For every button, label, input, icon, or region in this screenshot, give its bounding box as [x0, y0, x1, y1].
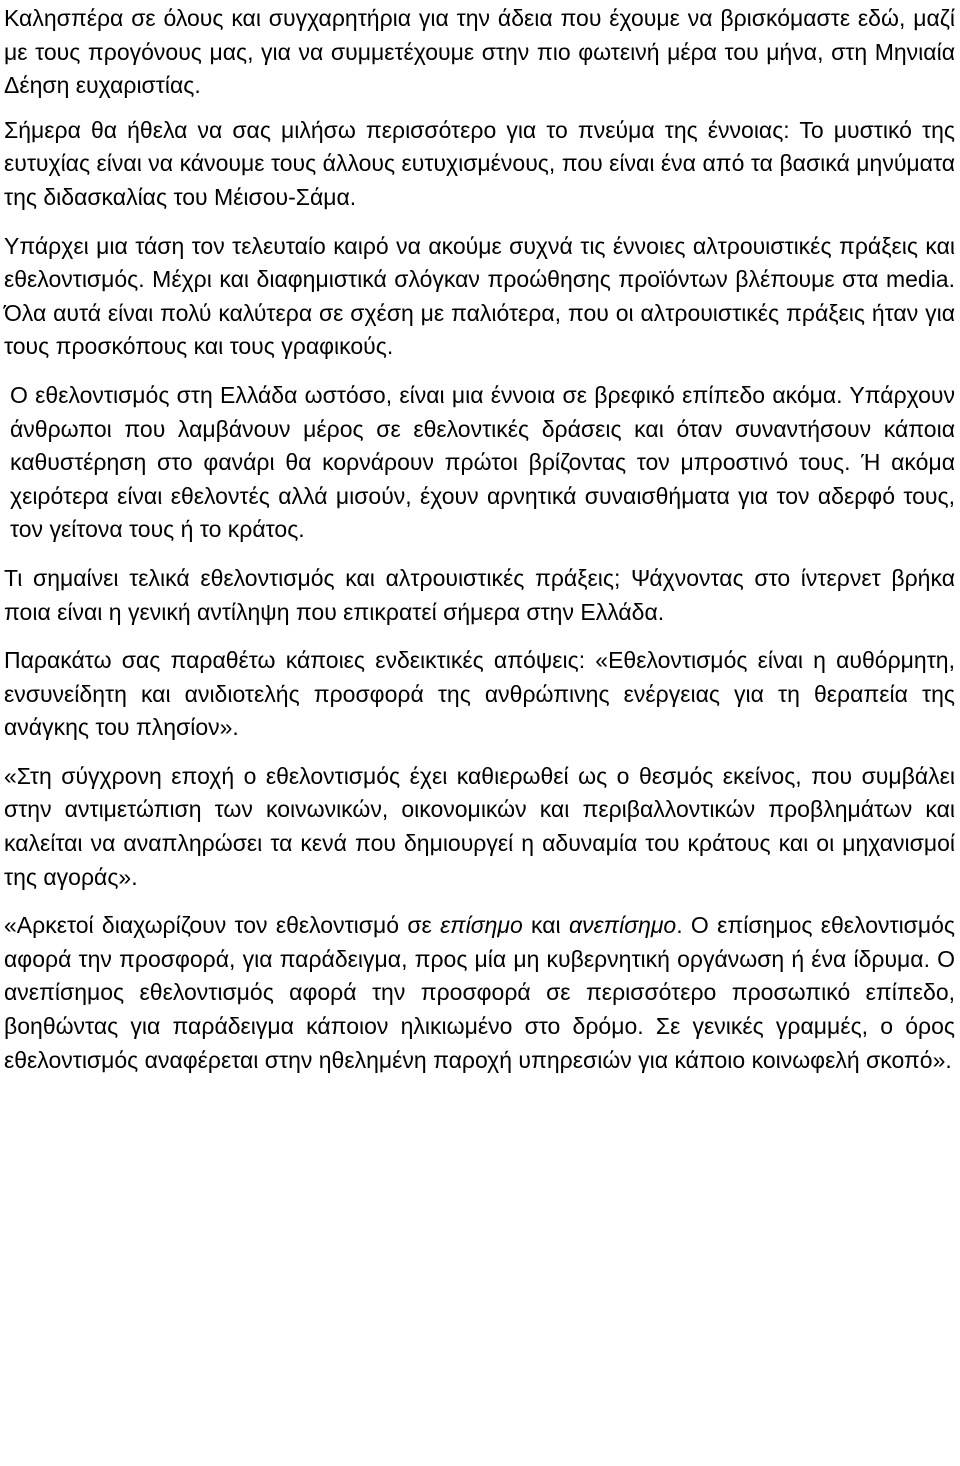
quote-text-part: «Αρκετοί διαχωρίζουν τον εθελοντισμό σε: [4, 912, 441, 939]
paragraph-question: Τι σημαίνει τελικά εθελοντισμός και αλτρουιστικές πράξεις; Ψάχνοντας στο ίντερνετ βρήκα ποια είναι η γενική αντίληψη που επικρατεί σήμερα στην Ελλάδα.: [4, 564, 955, 625]
paragraph-definition-quote: Παρακάτω σας παραθέτω κάποιες ενδεικτικές απόψεις: «Εθελοντισμός είναι η αυθόρμητη, ενσυνείδητη και ανιδιοτελής προσφορά της ανθρώπινης ενέργειας για τη θεραπεία της ανάγκης του πλησίον».: [4, 647, 955, 741]
paragraph-trend: Υπάρχει μια τάση τον τελευταίο καιρό να ακούμε συχνά τις έννοιες αλτρουιστικές πράξεις και εθελοντισμός. Μέχρι και διαφημιστικά σλόγκαν προώθησης προϊόντων βλέπουμε στα media. Όλα αυτά είναι πολύ καλύτερα σε σχέση με παλιότερα, που οι αλτρουιστικές πράξεις ήταν για τους προσκόπους και τους γραφικούς.: [4, 232, 955, 360]
paragraph-topic: Σήμερα θα ήθελα να σας μιλήσω περισσότερο για το πνεύμα της έννοιας: Το μυστικό της ευτυχίας είναι να κάνουμε τους άλλους ευτυχισμένους, που είναι ένα από τα βασικά μηνύματα της διδασκαλίας του Μέισου-Σάμα.: [4, 116, 955, 210]
emphasis-informal: ανεπίσημο: [568, 912, 677, 939]
paragraph-greeting: Καλησπέρα σε όλους και συγχαρητήρια για την άδεια που έχουμε να βρισκόμαστε εδώ, μαζί με τους προγόνους μας, για να συμμετέχουμε στην πιο φωτεινή μέρα του μήνα, στη Μηνιαία Δέηση ευχαριστίας.: [4, 5, 955, 99]
paragraph-modern-quote: «Στη σύγχρονη εποχή ο εθελοντισμός έχει καθιερωθεί ως ο θεσμός εκείνος, που συμβάλει στην αντιμετώπιση των κοινωνικών, οικονομικών και περιβαλλοντικών προβλημάτων και καλείται να αναπληρώσει τα κενά που δημιουργεί η αδυναμία του κράτους και οι μηχανισμοί της αγοράς».: [4, 762, 955, 890]
quote-text-part: και: [522, 912, 569, 939]
paragraph-greece: Ο εθελοντισμός στη Ελλάδα ωστόσο, είναι μια έννοια σε βρεφικό επίπεδο ακόμα. Υπάρχουν άνθρωποι που λαμβάνουν μέρος σε εθελοντικές δράσεις και όταν συναντήσουν κάποια καθυστέρηση στο φανάρι θα κορνάρουν πρώτοι βρίζοντας τον μπροστινό τους. Ή ακόμα χειρότερα είναι εθελοντές αλλά μισούν, έχουν αρνητικά συναισθήματα για τον αδερφό τους, τον γείτονα τους ή το κράτος.: [10, 381, 955, 543]
quote-text-part: . Ο επίσημος εθελοντισμός αφορά την προσφορά, για παράδειγμα, προς μία μη κυβερνητική οργάνωση ή ένα ίδρυμα. Ο ανεπίσημος εθελοντισμός αφορά την προσφορά σε περισσότερο προσωπικό επίπεδο, βοηθώντας για παράδειγμα κάποιον ηλικιωμένο στο δρόμο. Σε γενικές γραμμές, ο όρος εθελοντισμός αναφέρεται στην ηθελημένη παροχή υπηρεσιών για κάποιο κοινωφελή σκοπό».: [4, 912, 956, 1073]
document-body: [4, 2, 955, 1077]
emphasis-formal: επίσημο: [440, 912, 523, 939]
paragraph-formal-informal-quote: [4, 909, 955, 1077]
